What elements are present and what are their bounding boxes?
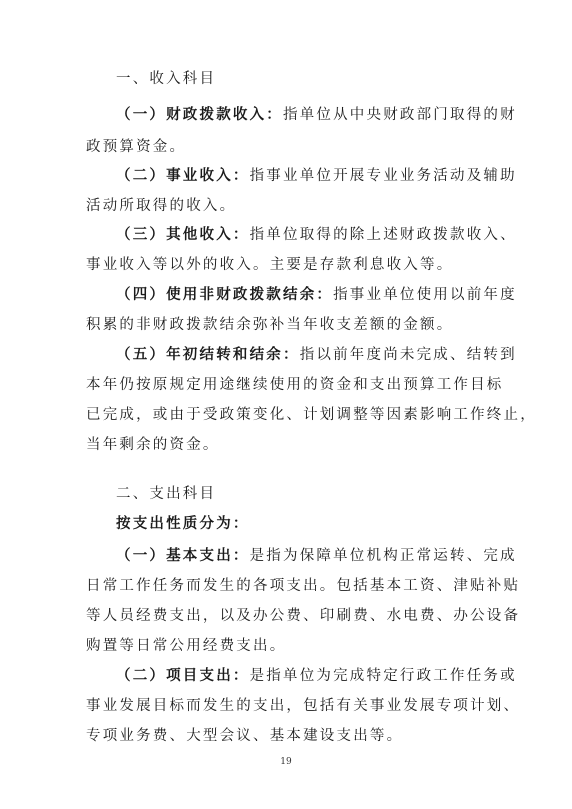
paragraph-line: 事业收入等以外的收入。主要是存款利息收入等。 bbox=[86, 257, 454, 273]
definition-text: 是指为保障单位机构正常运转、完成 bbox=[249, 548, 517, 564]
section-heading-expenditure: 二、支出科目 bbox=[116, 486, 217, 502]
income-item-5 bbox=[116, 345, 517, 365]
definition-text: 指事业单位开展专业业务活动及辅助 bbox=[249, 168, 517, 184]
definition-text: 指以前年度尚未完成、结转到 bbox=[299, 347, 517, 363]
paragraph-line: 日常工作任务而发生的各项支出。包括基本工资、津贴补贴 bbox=[86, 578, 521, 594]
paragraph-line: 已完成，或由于受政策变化、计划调整等因素影响工作终止， bbox=[86, 407, 537, 423]
paragraph-line: 购置等日常公用经费支出。 bbox=[86, 638, 287, 654]
term-label: （四）使用非财政拨款结余： bbox=[116, 287, 334, 303]
paragraph-line: 事业发展目标而发生的支出，包括有关事业发展专项计划、 bbox=[86, 698, 521, 714]
paragraph-line: 积累的非财政拨款结余弥补当年收支差额的金额。 bbox=[86, 317, 454, 333]
definition-text: 指单位取得的除上述财政拨款收入、 bbox=[249, 227, 517, 243]
expenditure-item-2 bbox=[116, 666, 517, 686]
term-label: （二）项目支出： bbox=[116, 668, 250, 684]
paragraph-line: 当年剩余的资金。 bbox=[86, 437, 220, 453]
subheading-by-nature: 按支出性质分为： bbox=[116, 516, 250, 532]
section-heading-income: 一、收入科目 bbox=[116, 71, 217, 87]
paragraph-line: 专项业务费、大型会议、基本建设支出等。 bbox=[86, 728, 404, 744]
paragraph-line: 活动所取得的收入。 bbox=[86, 198, 237, 214]
page-number: 19 bbox=[280, 757, 292, 767]
income-item-1 bbox=[116, 105, 517, 125]
income-item-2 bbox=[116, 166, 517, 186]
paragraph-line: 本年仍按原规定用途继续使用的资金和支出预算工作目标 bbox=[86, 377, 504, 393]
paragraph-line: 政预算资金。 bbox=[86, 139, 187, 155]
income-item-4 bbox=[116, 285, 517, 305]
term-label: （一）基本支出： bbox=[116, 548, 250, 564]
definition-text: 指单位从中央财政部门取得的财 bbox=[283, 107, 517, 123]
income-item-3 bbox=[116, 225, 517, 245]
definition-text: 是指单位为完成特定行政工作任务或 bbox=[249, 668, 517, 684]
term-label: （五）年初结转和结余： bbox=[116, 347, 300, 363]
definition-text: 指事业单位使用以前年度 bbox=[333, 287, 517, 303]
term-label: （一）财政拨款收入： bbox=[116, 107, 283, 123]
term-label: （二）事业收入： bbox=[116, 168, 250, 184]
term-label: （三）其他收入： bbox=[116, 227, 250, 243]
paragraph-line: 等人员经费支出，以及办公费、印刷费、水电费、办公设备 bbox=[86, 608, 521, 624]
expenditure-item-1 bbox=[116, 546, 517, 566]
